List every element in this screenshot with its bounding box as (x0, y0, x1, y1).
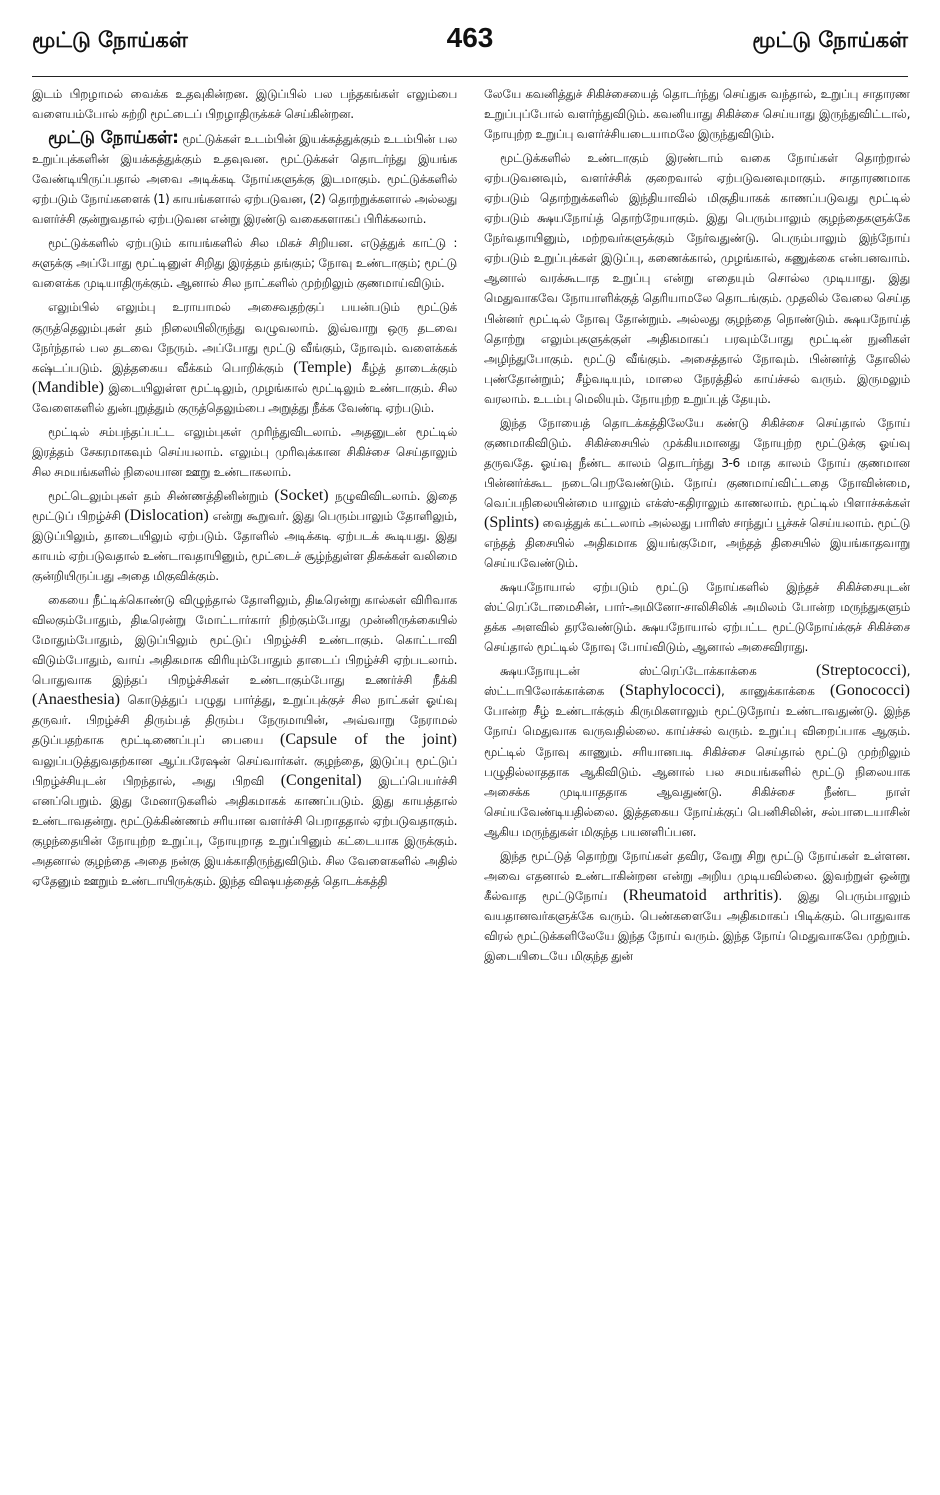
paragraph (32, 233, 457, 293)
paragraph-text: மூட்டுக்கள் உடம்பின் இயக்கத்துக்கும் உடம்பின் பல உறுப்புக்களின் இயக்கத்துக்கும் உதவுவன. மூட்டுக்கள் தொடர்ந்து இயங்க வேண்டியிருப்பதால் அவை அடிக்கடி நோய்களுக்கு இடமாகும். மூட்டுக்களில் ஏற்படும் நோய்களைக் (1) காயங்களால் ஏற்படுவன, (2) தொற்றுக்களால் அல்லது வளர்ச்சி குன்றுவதால் ஏற்படுவன என்று இரண்டு வகைகளாகப் பிரிக்கலாம். (32, 132, 457, 227)
paragraph-text: இந்த நோயைத் தொடக்கத்திலேயே கண்டு சிகிச்சை செய்தால் நோய் குணமாகிவிடும். சிகிச்சையில் முக்கியமானது நோயுற்ற மூட்டுக்கு ஓய்வு தருவதே. ஓய்வு நீண்ட காலம் தொடர்ந்து 3-6 மாத காலம் நோய் குணமான பின்னர்க்கூட நடைபெறவேண்டும். நோய் குணமாய்விட்டதை நோவின்மை, வெப்பநிலையின்மை யாலும் எக்ஸ்-கதிராலும் காணலாம். மூட்டில் பிளாச்சுக்கள் (484, 415, 910, 510)
right-column (484, 84, 910, 1484)
left-column (32, 84, 457, 1484)
latin-term: (Staphylococci) (619, 682, 721, 700)
paragraph-text: . இது பெரும்பாலும் வயதானவர்களுக்கே வரும். பெண்களையே அதிகமாகப் பிடிக்கும். பொதுவாக விரல் மூட்டுக்களிலேயே இந்த நோய் வரும். இந்த நோய் மெதுவாகவே முற்றும். இடையிடையே மிகுந்த துன் (484, 888, 910, 963)
latin-term: (Splints) (484, 513, 540, 531)
paragraph-text: கீழ்த் தாடைக்கும் (351, 360, 457, 375)
paragraph (484, 84, 910, 144)
paragraph-text: எலும்பில் எலும்பு உராயாமல் அசைவதற்குப் பயன்படும் மூட்டுக் குருத்தெலும்புகள் தம் நிலையிலிருந்து வழுவலாம். இவ்வாறு ஒரு தடவை நேர்ந்தால் பல தடவை நேரும். அப்போது மூட்டு வீங்கும், நோவும். வளைக்கக் கஷ்டப்படும். இத்தகைய வீக்கம் பொறிக்கும் (32, 300, 457, 375)
paragraph-text: வலுப்படுத்துவதற்கான ஆப்பரேஷன் செய்வார்கள். குழந்தை, இடுப்பு மூட்டுப் பிறழ்ச்சியுடன் பிறந்தால், அது பிறவி (32, 753, 457, 788)
paragraph (32, 297, 457, 417)
paragraph-text: இந்த மூட்டுத் தொற்று நோய்கள் தவிர, வேறு சிறு மூட்டு நோய்கள் உள்ளன. அவை எதனால் உண்டாகின்றன என்று அறிய முடியவில்லை. இவற்றுள் ஒன்று கீல்வாத மூட்டுநோய் (484, 848, 910, 903)
latin-term: (Dislocation) (124, 506, 209, 524)
paragraph (484, 661, 910, 841)
latin-term: (Congenital) (280, 771, 362, 789)
paragraph-text: கையை நீட்டிக்கொண்டு விழுந்தால் தோளிலும், திடீரென்று கால்கள் விரிவாக விலகும்போதும், திடீரென்று மோட்டார்கார் நிற்கும்போது முன்னிருக்கையில் மோதும்போதும், இடுப்பிலும் மூட்டுப் பிறழ்ச்சி உண்டாகும். கொட்டாவி விடும்போதும், வாய் அதிகமாக விரியும்போதும் தாடைப் பிறழ்ச்சி ஏற்படலாம். பொதுவாக இந்தப் பிறழ்ச்சிகள் உண்டாகும்போது உணர்ச்சி நீக்கி (32, 593, 457, 688)
paragraph-text: இடையிலுள்ள மூட்டிலும், முழங்கால் மூட்டிலும் உண்டாகும். சில வேளைகளில் துன்புறுத்தும் குருத்தெலும்பை அறுத்து நீக்க வேண்டி ஏற்படும். (32, 380, 457, 415)
paragraph-text: க்ஷயநோயால் ஏற்படும் மூட்டு நோய்களில் இந்தச் சிகிச்சையுடன் ஸ்ட்ரெப்டோமைசின், பார்-அமினோ-சாலிசிலிக் அமிலம் போன்ற மருந்துகளும் தக்க அளவில் தரவேண்டும். க்ஷயநோயால் ஏற்பட்ட மூட்டுநோய்க்குச் சிகிச்சை செய்தால் மூட்டில் நோவு போய்விடும், ஆனால் அசைவிராது. (484, 580, 910, 655)
latin-term: (Socket) (274, 486, 329, 504)
paragraph (484, 413, 910, 573)
paragraph-text: , ஸ்ட்டாபிலோக்காக்கை (484, 664, 910, 699)
paragraph-text: மூட்டில் சம்பந்தப்பட்ட எலும்புகள் முரிந்துவிடலாம். அதனுடன் மூட்டில் இரத்தம் சேகரமாகவும் செய்யலாம். எலும்பு முரிவுக்கான சிகிச்சை செய்தாலும் சில சமயங்களில் நிலையான ஊறு உண்டாகலாம். (32, 424, 457, 479)
latin-term: (Temple) (293, 358, 352, 376)
paragraph (32, 486, 457, 586)
latin-term: (Capsule of the joint) (280, 731, 457, 749)
paragraph-text: மூட்டுக்களில் உண்டாகும் இரண்டாம் வகை நோய்கள் தொற்றால் ஏற்படுவனவும், வளர்ச்சிக் குறைவால் ஏற்படுவனவுமாகும். சாதாரணமாக ஏற்படும் தொற்றுக்களில் இந்தியாவில் மிகுதியாகக் காணப்படுவது மூட்டில் ஏற்படும் க்ஷயநோய்த் தொற்றேயாகும். இது பெரும்பாலும் குழந்தைகளுக்கே நேர்வதாயினும், மற்றவர்களுக்கும் நேர்வதுண்டு. பெரும்பாலும் இந்நோய் ஏற்படும் உறுப்புக்கள் இடுப்பு, கணைக்கால், முழங்கால், கணுக்கை என்பனவாம். ஆனால் வரக்கூடாத உறுப்பு என்று எதையும் சொல்ல முடியாது. இது மெதுவாகவே நோயாளிக்குத் தெரியாமலே தொடங்கும். முதலில் வேலை செய்த பின்னர் மூட்டில் நோவு தோன்றும். அல்லது குழந்தை நொண்டும். க்ஷயநோய்த் தொற்று எலும்புகளுக்குள் அதிகமாகப் பரவும்போது மூட்டின் நுனிகள் அழிந்துபோகும். மூட்டு வீங்கும். அசைத்தால் நோவும். பின்னர்த் தோலில் புண்தோன்றும்; சீழ்வடியும், மாலை நேரத்தில் காய்ச்சல் வரும். இருமலும் வரலாம். உடம்பு மெலியும். நோயுற்ற உறுப்புத் தேயும். (484, 151, 910, 406)
paragraph (484, 846, 910, 966)
paragraph-text: மூட்டெலும்புகள் தம் சிண்ணத்தினின்றும் (48, 488, 275, 503)
paragraph-text: லேயே கவனித்துச் சிகிச்சையைத் தொடர்ந்து செய்துசு வந்தால், உறுப்பு சாதாரண உறுப்புப்போல் வளர்ந்துவிடும். கவனியாது சிகிச்சை செய்யாது இருந்துவிட்டால், நோயுற்ற உறுப்பு வளர்ச்சியடையாமலே இருந்துவிடும். (484, 87, 910, 142)
latin-term: (Anaesthesia) (32, 691, 120, 709)
paragraph (32, 128, 457, 229)
paragraph (484, 577, 910, 657)
paragraph (32, 590, 457, 891)
paragraph (484, 148, 910, 409)
paragraph-text: என்று கூறுவர். இது பெரும்பாலும் தோளிலும், இடுப்பிலும், தாடையிலும் ஏற்படும். தோளில் அடிக்கடி ஏற்படக் கூடியது. இது காயம் ஏற்படுவதால் உண்டாவதாயினும், மூட்டைச் சூழ்ந்துள்ள திசுக்கள் வலிமை குன்றியிருப்பது அதை மிகுவிக்கும். (32, 508, 457, 584)
article-body (32, 84, 910, 1484)
paragraph-text: வைத்துக் கட்டலாம் அல்லது பாரிஸ் சாந்துப் பூச்சுச் செய்யலாம். மூட்டு எந்தத் திசையில் அதிகமாக இயங்குமோ, அந்தத் திசையில் இயங்காதவாறு செய்யவேண்டும். (484, 515, 910, 571)
paragraph-text: இடப்பெயர்ச்சி எனப்பெறும். இது மேனாடுகளில் அதிகமாகக் காணப்படும். இது காயத்தால் உண்டாவதன்று. மூட்டுக்கிண்ணம் சரியான வளர்ச்சி பெறாததால் ஏற்படுவதாகும். குழந்தையின் நோயுற்ற உறுப்பு, நோயுறாத உறுப்பினும் கட்டையாக இருக்கும். அதனால் குழந்தை அதை நன்கு இயக்காதிருந்துவிடும். சில வேளைகளில் அதில் ஏதேனும் ஊறும் உண்டாயிருக்கும். இந்த விஷயத்தைத் தொடக்கத்தி (32, 773, 457, 888)
paragraph-text: நழுவிவிடலாம். இதை மூட்டுப் பிறழ்ச்சி (32, 488, 457, 523)
paragraph-text: மூட்டுக்களில் ஏற்படும் காயங்களில் சில மிகச் சிறியன. எடுத்துக் காட்டு : சுளுக்கு அப்போது மூட்டினுள் சிறிது இரத்தம் தங்கும்; நோவு உண்டாகும்; மூட்டு வளைக்க முடியாதிருக்கும். ஆனால் சில நாட்களில் முற்றிலும் குணமாய்விடும். (32, 236, 457, 291)
running-header (32, 22, 908, 77)
header-left-title: மூட்டு நோய்கள் (32, 28, 188, 52)
header-right-title: மூட்டு நோய்கள் (752, 28, 908, 52)
latin-term: (Gonococci) (830, 682, 910, 700)
paragraph (32, 84, 457, 124)
paragraph-text: க்ஷயநோயுடன் ஸ்ட்ரெப்டோக்காக்கை (500, 664, 816, 679)
page-number: 463 (446, 22, 494, 53)
paragraph (32, 422, 457, 482)
section-heading: மூட்டு நோய்கள்: (48, 128, 179, 149)
paragraph-text: , கானுக்காக்கை (720, 684, 831, 699)
latin-term: (Mandible) (32, 378, 104, 396)
paragraph-text: போன்ற சீழ் உண்டாக்கும் கிருமிகளாலும் மூட்டுநோய் உண்டாவதுண்டு. இந்த நோய் மெதுவாக வருவதில்லை. காய்ச்சல் வரும். உறுப்பு விறைப்பாக ஆகும். மூட்டில் நோவு காணும். சரியானபடி சிகிச்சை செய்தால் மூட்டு முற்றிலும் பழுதில்லாததாக ஆகிவிடும். ஆனால் பல சமயங்களில் மூட்டு நிலையாக அசைக்க முடியாததாக ஆவதுண்டு. சிகிச்சை நீண்ட நாள் செய்யவேண்டியதில்லை. இத்தகைய நோய்க்குப் பெனிசிலின், சல்பாடையாசின் ஆகிய மருந்துகள் மிகுந்த பயனளிப்பன. (484, 704, 910, 839)
paragraph-text: கொடுத்துப் பழுது பார்த்து, உறுப்புக்குச் சில நாட்கள் ஓய்வு தருவர். பிறழ்ச்சி திரும்பத் திரும்ப நேருமாயின், அவ்வாறு நேராமல் தடுப்பதற்காக மூட்டிணைப்புப் பையை (32, 693, 457, 748)
latin-term: (Streptococci) (815, 662, 907, 680)
latin-term: (Rheumatoid arthritis) (623, 886, 779, 904)
paragraph-text: இடம் பிறழாமல் வைக்க உதவுகின்றன. இடுப்பில் பல பந்தகங்கள் எலும்பை வளையம்போல் சுற்றி மூட்டைப் பிறழாதிருக்கச் செய்கின்றன. (32, 87, 457, 122)
